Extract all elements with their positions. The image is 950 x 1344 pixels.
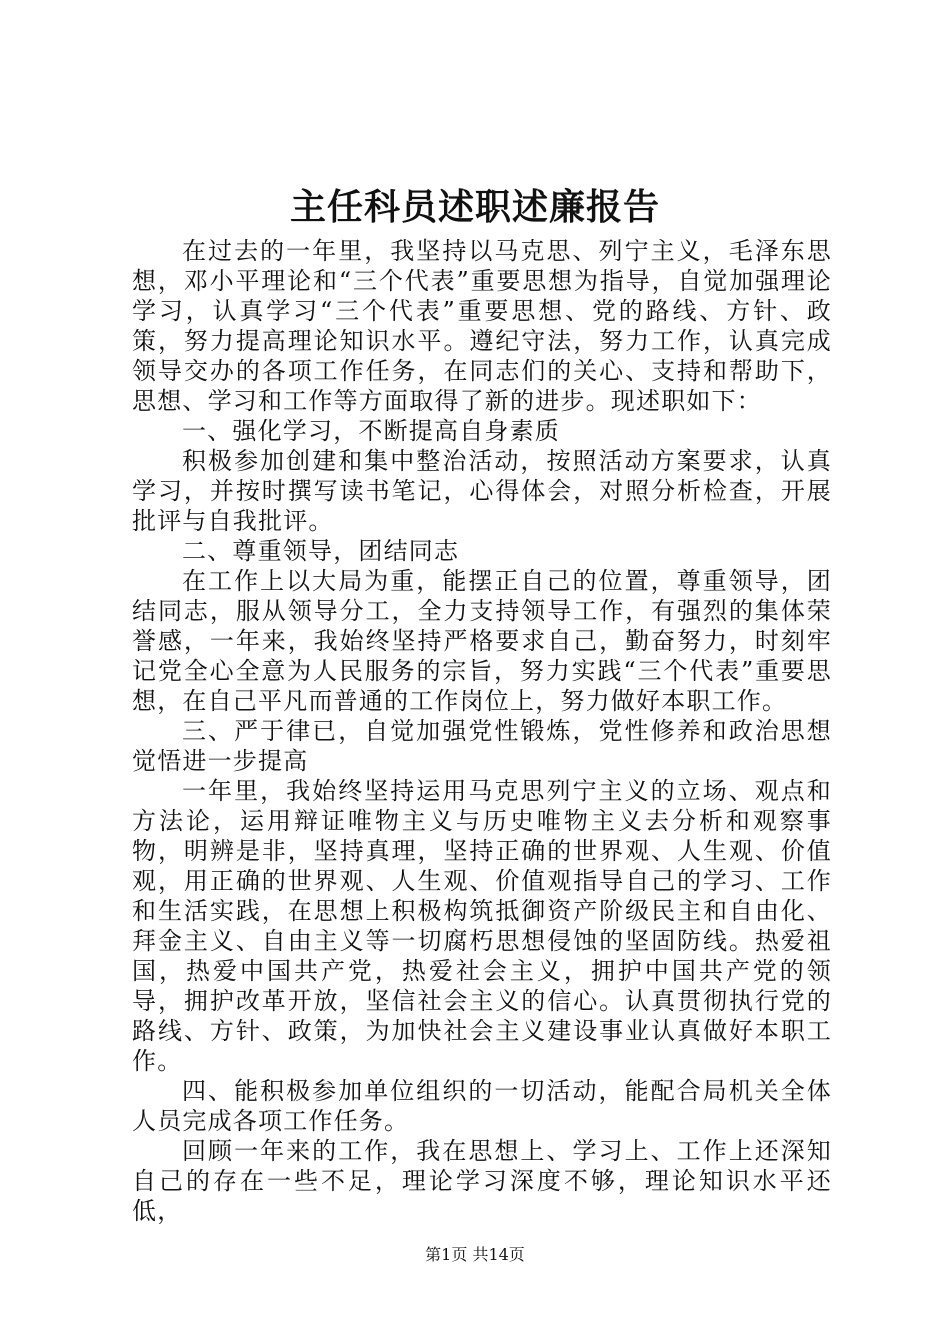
- section-heading-4: 四、能积极参加单位组织的一切活动，能配合局机关全体人员完成各项工作任务。: [132, 1077, 832, 1135]
- document-body: [132, 236, 832, 1226]
- section-heading-3: 三、严于律已，自觉加强党性锻炼，党性修养和政治思想觉悟进一步提高: [132, 717, 832, 775]
- paragraph-section-2: 在工作上以大局为重，能摆正自己的位置，尊重领导，团结同志，服从领导分工，全力支持领导工作，有强烈的集体荣誉感，一年来，我始终坚持严格要求自己，勤奋努力，时刻牢记党全心全意为人民服务的宗旨，努力实践“三个代表”重要思想，在自己平凡而普通的工作岗位上，努力做好本职工作。: [132, 567, 832, 715]
- document-title: 主任科员述职述廉报告: [289, 186, 660, 228]
- section-heading-1: 一、强化学习，不断提高自身素质: [182, 417, 560, 445]
- paragraph-review: 回顾一年来的工作，我在思想上、学习上、工作上还深知自己的存在一些不足，理论学习深度不够，理论知识水平还低，: [132, 1137, 832, 1225]
- page-number-footer: 第1页 共14页: [425, 1245, 525, 1264]
- section-heading-2: 二、尊重领导，团结同志: [182, 537, 460, 565]
- paragraph-section-3: 一年里，我始终坚持运用马克思列宁主义的立场、观点和方法论，运用辩证唯物主义与历史唯物主义去分析和观察事物，明辨是非，坚持真理，坚持正确的世界观、人生观、价值观，用正确的世界观、人生观、价值观指导自己的学习、工作和生活实践，在思想上积极构筑抵御资产阶级民主和自由化、拜金主义、自由主义等一切腐朽思想侵蚀的坚固防线。热爱祖国，热爱中国共产党，热爱社会主义，拥护中国共产党的领导，拥护改革开放，坚信社会主义的信心。认真贯彻执行党的路线、方针、政策，为加快社会主义建设事业认真做好本职工作。: [132, 777, 832, 1075]
- paragraph-section-1: 积极参加创建和集中整治活动，按照活动方案要求，认真学习，并按时撰写读书笔记，心得体会，对照分析检查，开展批评与自我批评。: [132, 447, 832, 535]
- paragraph-intro: 在过去的一年里，我坚持以马克思、列宁主义，毛泽东思想，邓小平理论和“三个代表”重要思想为指导，自觉加强理论学习，认真学习“三个代表”重要思想、党的路线、方针、政策，努力提高理论知识水平。遵纪守法，努力工作，认真完成领导交办的各项工作任务，在同志们的关心、支持和帮助下，思想、学习和工作等方面取得了新的进步。现述职如下：: [132, 237, 832, 415]
